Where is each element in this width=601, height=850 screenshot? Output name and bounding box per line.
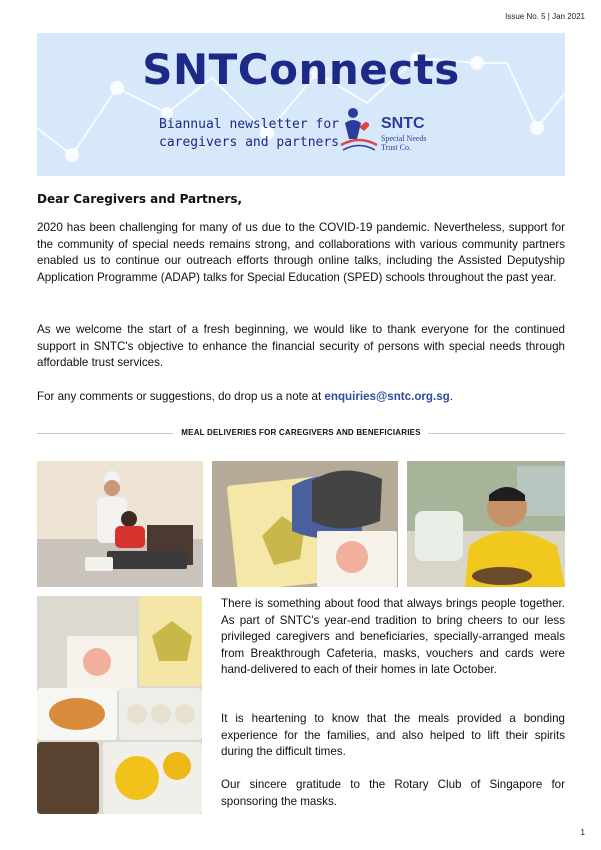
contact-paragraph — [37, 389, 565, 406]
bonding-paragraph: It is heartening to know that the meals provided a bonding experience for the families, and also helped to lift their spirits during the difficult times. — [221, 712, 565, 758]
section-heading: MEAL DELIVERIES FOR CAREGIVERS AND BENEFICIARIES — [181, 428, 421, 437]
contact-text: For any comments or suggestions, do drop us a note at — [37, 390, 325, 403]
photo-cards-and-masks — [212, 461, 398, 587]
photo-beneficiary-with-meal — [407, 461, 565, 587]
gratitude-paragraph: Our sincere gratitude to the Rotary Club of Singapore for sponsoring the masks. — [221, 778, 565, 808]
thanks-paragraph: As we welcome the start of a fresh beginning, we would like to thank everyone for the continued support in SNTC's objective to enhance the financial security of persons with special needs through affordable trust services. — [37, 323, 565, 369]
logo-wordmark: SNTC — [381, 115, 425, 132]
masthead-banner — [37, 33, 565, 176]
salutation: Dear Caregivers and Partners, — [37, 192, 243, 206]
sntc-logo — [339, 105, 449, 155]
logo-subtext-line: Special Needs — [381, 134, 427, 143]
page-number: 1 — [580, 828, 585, 837]
newsletter-subtitle — [159, 116, 339, 152]
issue-label: Issue No. 5 | Jan 2021 — [505, 12, 585, 21]
newsletter-title: SNTConnects — [142, 45, 460, 94]
photo-meal-boxes — [37, 596, 202, 814]
subtitle-line: Biannual newsletter for — [159, 117, 340, 132]
section-divider — [37, 426, 565, 440]
photo-caregiver-and-beneficiary — [37, 461, 203, 587]
logo-subtext — [381, 134, 427, 152]
email-link[interactable]: enquiries@sntc.org.sg — [324, 390, 450, 403]
sntc-logo-figure-icon — [339, 105, 379, 153]
subtitle-line: caregivers and partners — [159, 135, 340, 150]
contact-suffix: . — [449, 390, 453, 403]
intro-paragraph: 2020 has been challenging for many of us due to the COVID-19 pandemic. Nevertheless, support for the community of special needs remains strong, and collaborations with various community partners enabled us to continue our outreach efforts through online talks, including the Assisted Deputyship Application Programme (ADAP) talks for Special Education (SPED) schools throughout the past year. — [37, 221, 565, 284]
divider-line — [428, 433, 565, 434]
meal-paragraph: There is something about food that always brings people together. As part of SNTC's year-end tradition to bring cheers to our less privileged caregivers and beneficiaries, specially-arranged meals from Breakthrough Cafeteria, masks, vouchers and cards were hand-delivered to each of their homes in late October. — [221, 597, 565, 676]
logo-subtext-line: Trust Co. — [381, 143, 411, 152]
